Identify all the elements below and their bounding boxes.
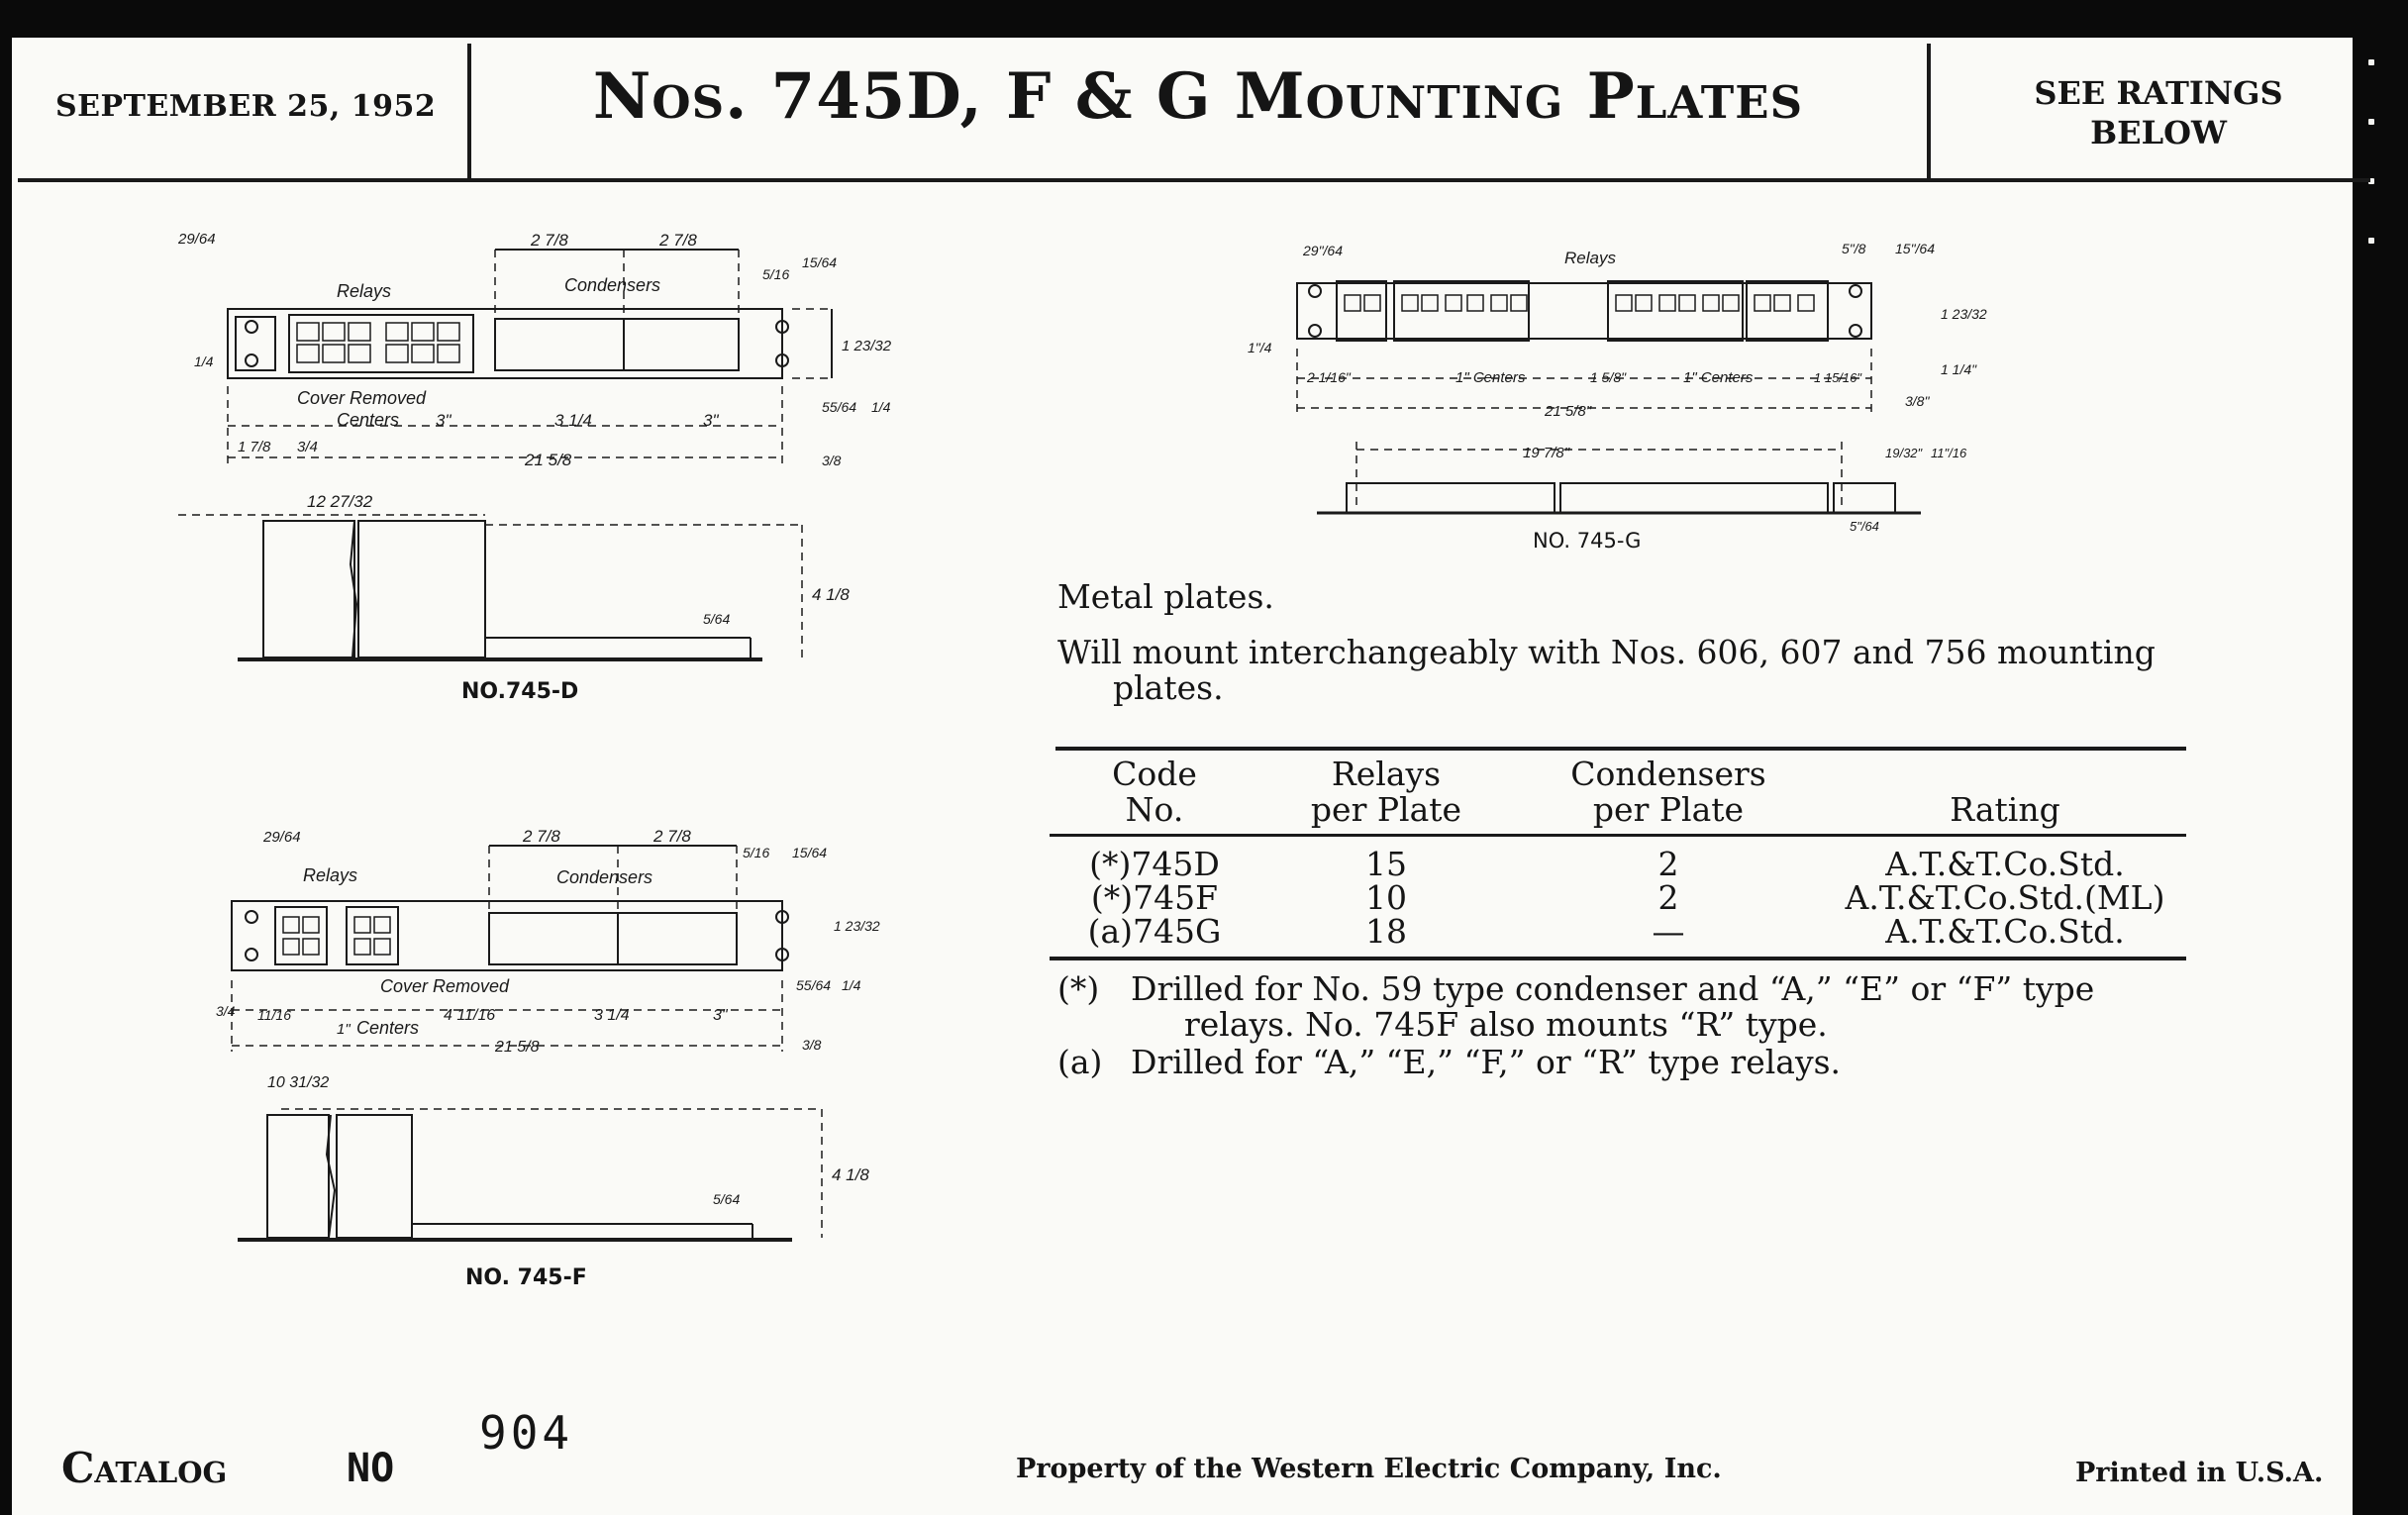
dim-side-small: 5/64: [703, 611, 731, 627]
cell-rating: A.T.&T.Co.Std.: [1885, 912, 2125, 951]
label-cover-removed: Cover Removed: [380, 976, 510, 996]
dim-right-3: 1 23/32: [834, 918, 880, 934]
cell-code: (*)745D: [1089, 845, 1220, 883]
dim-b2: 11/16: [257, 1007, 291, 1023]
footer-number: 904: [479, 1406, 574, 1460]
label-cover-removed: Cover Removed: [297, 388, 427, 408]
caption-745g: NO. 745-G: [1533, 529, 1642, 553]
see-ratings-note: [1941, 73, 2376, 152]
note-star-mark: (*): [1057, 969, 1100, 1008]
condenser-1: [489, 913, 618, 964]
dim-b2: 1 5/8": [1590, 369, 1627, 385]
dim-b2: 3/4: [297, 439, 318, 455]
cell-rating: A.T.&T.Co.Std.(ML): [1845, 878, 2165, 917]
condenser-2: [618, 913, 737, 964]
caption-745d: NO.745-D: [461, 679, 579, 704]
dim-side-h: 4 1/8: [812, 585, 850, 604]
side-panel-3: [1834, 483, 1895, 513]
cell-relays: 10: [1365, 878, 1407, 917]
cell-condensers: 2: [1657, 845, 1679, 883]
note-star-line-1: Drilled for No. 59 type condenser and “A,” “E” or “F” type: [1131, 969, 2095, 1008]
see-ratings-line1: SEE RATINGS: [2034, 74, 2283, 112]
dim-side: 19 7/8": [1523, 445, 1570, 461]
dim-left: 1/4: [194, 354, 214, 369]
header-rule: [18, 178, 2370, 182]
dim-top-1: 2 7/8: [523, 827, 560, 846]
dim-top-right-2: 15"/64: [1895, 241, 1936, 256]
footer-catalog: Catalog: [61, 1444, 228, 1492]
side-panel-2: [1560, 483, 1828, 513]
scan-border-right: [2353, 0, 2408, 1515]
cell-relays: 18: [1365, 912, 1407, 951]
dim-right: 1 23/32: [1941, 306, 1987, 322]
drawing-745g: [1248, 234, 2000, 541]
dim-top-2: 2 7/8: [653, 827, 691, 846]
col-header-rating: Rating: [1950, 790, 2060, 829]
see-ratings-line2: BELOW: [2090, 114, 2227, 152]
note-star-line-2: relays. No. 745F also mounts “R” type.: [1184, 1005, 1828, 1044]
dim-right-5: 1/4: [842, 977, 861, 993]
dim-top-left: 29/64: [178, 231, 216, 248]
col-header-relays: [1287, 757, 1485, 828]
label-relays: Relays: [1564, 249, 1616, 267]
dim-right-3: 1 23/32: [842, 338, 892, 354]
col-header-condensers: [1545, 757, 1792, 828]
label-condensers: Condensers: [556, 867, 653, 887]
dim-right-5: 1/4: [871, 399, 891, 415]
dim-side-small: 5"/64: [1850, 519, 1879, 534]
dim-top-1: 2 7/8: [531, 231, 568, 250]
side-panel-2: [337, 1115, 412, 1238]
cell-condensers: 2: [1657, 878, 1679, 917]
note-a-mark: (a): [1057, 1043, 1103, 1081]
description-line-2: Will mount interchangeably with Nos. 606, 607 and 756 mounting: [1057, 633, 2156, 671]
table-header-rule: [1050, 834, 2186, 837]
col-header-condensers-line2: per Plate: [1592, 790, 1745, 829]
label-relays: Relays: [303, 865, 358, 885]
side-panel-1: [1347, 483, 1555, 513]
dim-side: 12 27/32: [307, 492, 373, 511]
drawing-745f: [188, 822, 941, 1267]
dim-right-2: 15/64: [792, 845, 828, 860]
description-line-1: Metal plates.: [1057, 577, 1274, 616]
condenser-1: [495, 319, 624, 370]
relay-2: [347, 907, 398, 964]
col-header-code: [1055, 757, 1254, 828]
cell-code: (*)745F: [1090, 878, 1219, 917]
cell-code: (a)745G: [1087, 912, 1222, 951]
dim-b1: 3/4: [216, 1003, 236, 1019]
relay-1: [275, 907, 327, 964]
drawing-745d: [178, 228, 941, 693]
dim-top-right-1: 5"/8: [1842, 241, 1866, 256]
dim-side-r2: 11"/16: [1931, 446, 1967, 460]
dim-top-2: 2 7/8: [659, 231, 697, 250]
dim-right-6: 3/8: [802, 1037, 822, 1053]
cell-rating: A.T.&T.Co.Std.: [1885, 845, 2125, 883]
dim-overall: 21 5/8": [1545, 403, 1592, 420]
dim-b1: 1 7/8: [238, 439, 271, 455]
side-panel-1: [263, 521, 354, 657]
cell-relays: 15: [1365, 845, 1407, 883]
footer-printed: Printed in U.S.A.: [2075, 1458, 2324, 1488]
table-bottom-rule: [1050, 957, 2186, 960]
plate-outline: [232, 901, 782, 970]
dim-centers: 1": [337, 1021, 351, 1038]
dim-left: 1"/4: [1248, 340, 1272, 355]
dim-top-left: 29"/64: [1303, 243, 1344, 258]
dim-b3: 1 15/16": [1814, 370, 1861, 385]
col-header-condensers-line1: Condensers: [1570, 755, 1766, 793]
col-header-relays-line2: per Plate: [1310, 790, 1462, 829]
dim-side-h: 4 1/8: [832, 1165, 869, 1184]
label-centers: Centers: [356, 1018, 420, 1038]
dim-top-left: 29/64: [263, 829, 301, 846]
dim-b3: 3": [436, 411, 452, 430]
dim-b4: 3 1/4: [594, 1007, 630, 1024]
side-panel-1: [267, 1115, 329, 1238]
dim-b1: 2 1/16": [1307, 369, 1351, 385]
condenser-2: [624, 319, 739, 370]
dim-b3: 4 11/16: [444, 1007, 496, 1024]
dim-side-r1: 19/32": [1885, 446, 1923, 460]
dim-overall: 21 5/8: [495, 1039, 540, 1056]
side-panel-2: [358, 521, 485, 657]
dim-right-1: 5/16: [762, 266, 790, 282]
dim-side: 10 31/32: [267, 1074, 330, 1091]
dim-b4: 3 1/4: [554, 411, 592, 430]
col-header-relays-line1: Relays: [1331, 755, 1442, 793]
dim-side-small: 5/64: [713, 1191, 741, 1207]
header-divider-right: [1927, 44, 1931, 182]
page-title: Nos. 745D, F & G Mounting Plates: [592, 59, 1804, 134]
perforation: [2368, 238, 2374, 244]
footer-property: Property of the Western Electric Company, Inc.: [1016, 1454, 1722, 1484]
cell-condensers: —: [1652, 912, 1685, 951]
note-a-line-1: Drilled for “A,” “E,” “F,” or “R” type relays.: [1131, 1043, 1842, 1081]
dim-right-2: 15/64: [802, 254, 838, 270]
dim-right-3: 3/8": [1905, 393, 1930, 409]
label-condensers: Condensers: [564, 275, 661, 295]
label-centers-1: 1" Centers: [1455, 369, 1526, 386]
perforation: [2368, 59, 2374, 65]
table-top-rule: [1055, 747, 2186, 751]
col-header-code-line2: No.: [1125, 790, 1184, 829]
dim-right-2: 1 1/4": [1941, 361, 1977, 377]
dim-right-6: 3/8: [822, 453, 842, 468]
dim-overall: 21 5/8: [525, 451, 572, 469]
scan-border-top: [0, 0, 2408, 38]
header-divider-left: [467, 44, 471, 178]
col-header-code-line1: Code: [1112, 755, 1197, 793]
dim-b5: 3": [713, 1007, 728, 1024]
dim-right-1: 5/16: [743, 845, 770, 860]
label-relays: Relays: [337, 281, 392, 301]
description-line-3: plates.: [1113, 668, 1224, 707]
header-date: SEPTEMBER 25, 1952: [55, 89, 437, 124]
label-centers-2: 1" Centers: [1683, 369, 1754, 386]
caption-745f: NO. 745-F: [465, 1265, 587, 1290]
dim-b5: 3": [703, 411, 719, 430]
footer-no: NO: [347, 1446, 395, 1491]
dim-right-4: 55/64: [822, 399, 857, 415]
label-centers: Centers: [337, 410, 400, 430]
dim-right-4: 55/64: [796, 977, 832, 993]
